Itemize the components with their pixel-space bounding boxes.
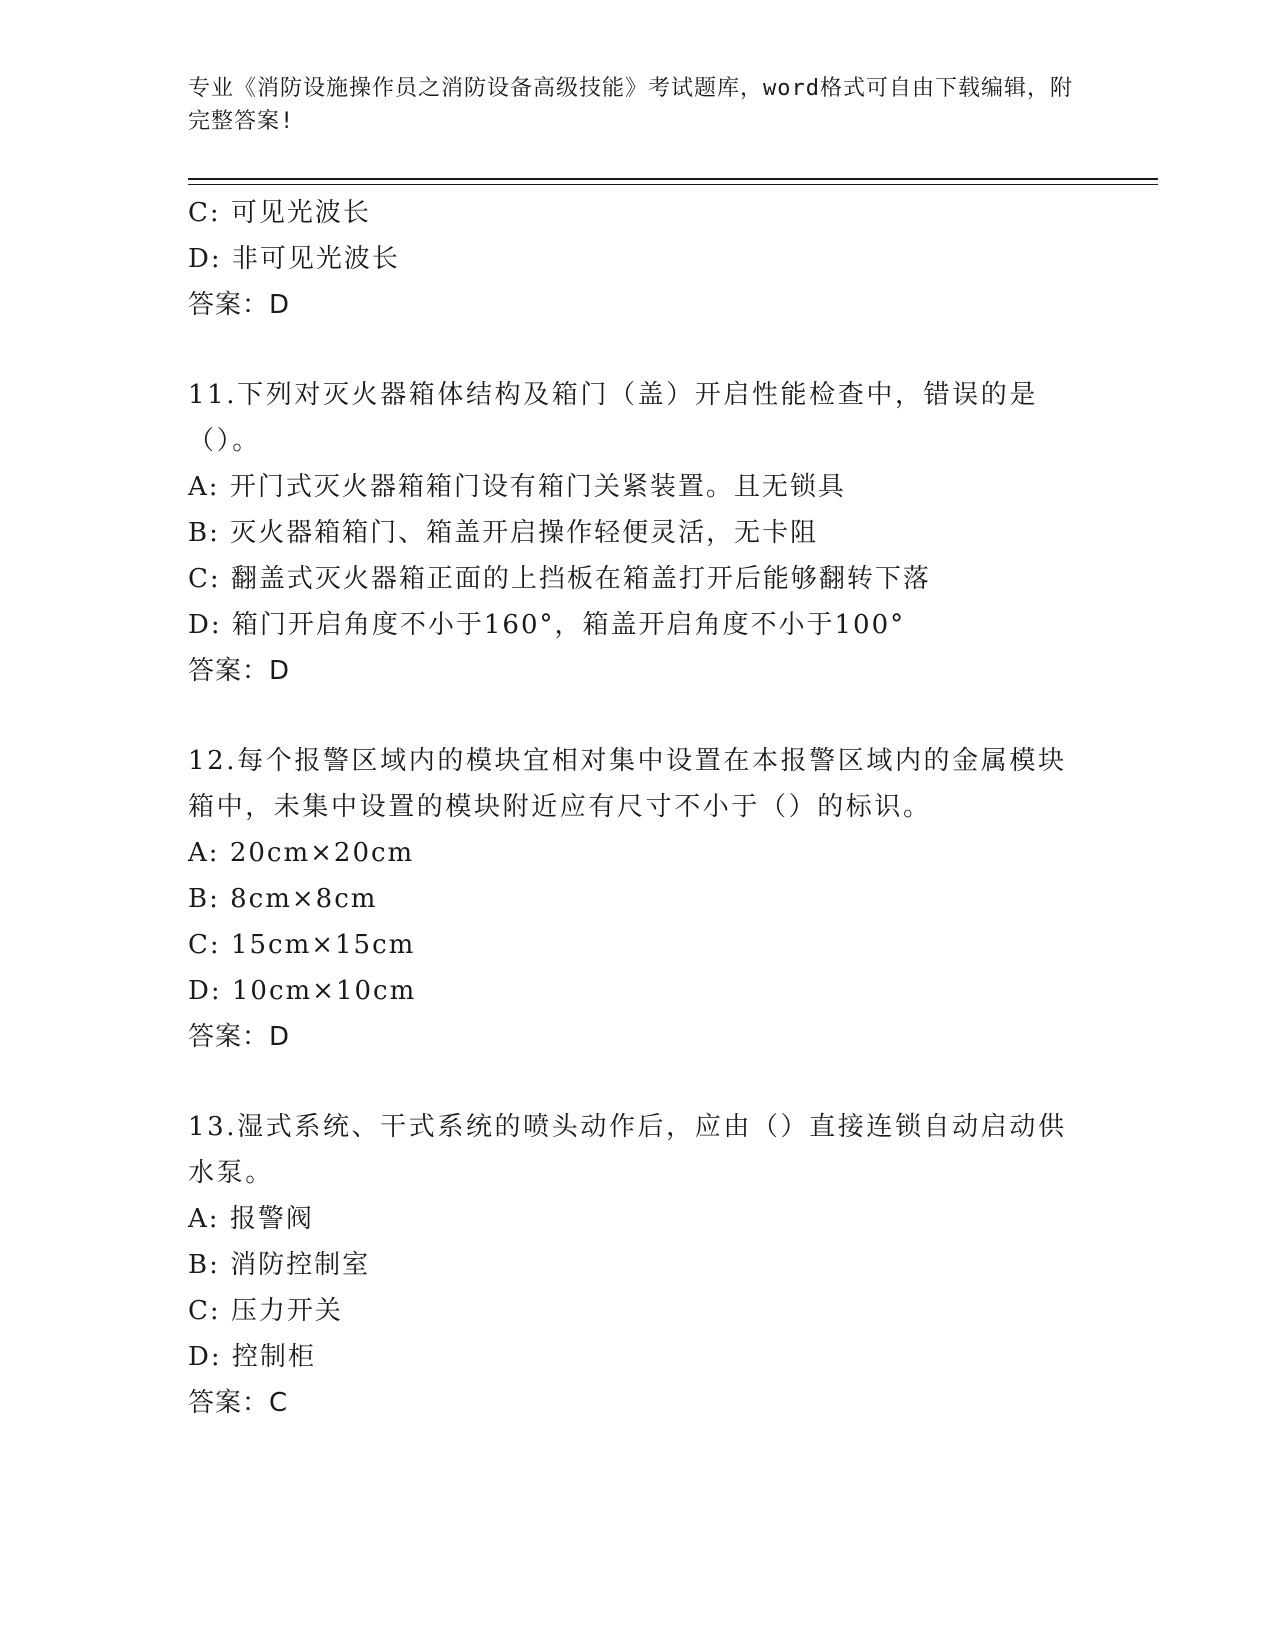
option-label: D: bbox=[188, 244, 222, 274]
answer-line: 答案：D bbox=[188, 1022, 291, 1052]
option-line bbox=[188, 556, 1088, 602]
option-line bbox=[188, 190, 1088, 236]
option-line bbox=[188, 236, 1088, 282]
option-text: 控制柜 bbox=[231, 1342, 316, 1372]
option-label: D: bbox=[188, 610, 222, 640]
option-text: 压力开关 bbox=[230, 1296, 343, 1326]
option-line bbox=[188, 922, 1088, 968]
option-text: 开门式灭火器箱箱门设有箱门关紧装置。且无锁具 bbox=[229, 472, 846, 502]
answer-line: 答案：D bbox=[188, 290, 291, 320]
option-text: 箱门开启角度不小于160°，箱盖开启角度不小于100° bbox=[231, 610, 906, 640]
option-text: 20cm×20cm bbox=[229, 838, 415, 868]
question-content bbox=[188, 190, 1088, 1426]
option-line bbox=[188, 1288, 1088, 1334]
option-text: 报警阀 bbox=[229, 1204, 314, 1234]
option-text: 10cm×10cm bbox=[231, 976, 417, 1006]
option-line bbox=[188, 1334, 1088, 1380]
option-line bbox=[188, 1196, 1088, 1242]
option-label: B: bbox=[188, 1250, 220, 1280]
option-text: 灭火器箱箱门、箱盖开启操作轻便灵活，无卡阻 bbox=[230, 518, 819, 548]
option-label: D: bbox=[188, 1342, 222, 1372]
answer-line: 答案：C bbox=[188, 1388, 289, 1418]
question-stem: 11.下列对灭火器箱体结构及箱门（盖）开启性能检查中，错误的是（）。 bbox=[188, 380, 1038, 456]
option-label: C: bbox=[188, 1296, 221, 1326]
option-line bbox=[188, 1242, 1088, 1288]
option-text: 可见光波长 bbox=[230, 198, 371, 228]
option-line bbox=[188, 602, 1088, 648]
option-text: 非可见光波长 bbox=[231, 244, 400, 274]
option-line bbox=[188, 510, 1088, 556]
option-line bbox=[188, 876, 1088, 922]
option-label: A: bbox=[188, 472, 220, 502]
answer-line: 答案：D bbox=[188, 656, 291, 686]
header-rule-thick bbox=[188, 178, 1158, 180]
question-stem: 13.湿式系统、干式系统的喷头动作后，应由（）直接连锁自动启动供水泵。 bbox=[188, 1112, 1067, 1188]
question-stem: 12.每个报警区域内的模块宜相对集中设置在本报警区域内的金属模块箱中，未集中设置的模块附近应有尺寸不小于（）的标识。 bbox=[188, 746, 1067, 822]
option-label: C: bbox=[188, 930, 221, 960]
option-text: 翻盖式灭火器箱正面的上挡板在箱盖打开后能够翻转下落 bbox=[230, 564, 931, 594]
page-header: 专业《消防设施操作员之消防设备高级技能》考试题库，word格式可自由下载编辑，附完整答案! bbox=[188, 76, 1073, 134]
option-label: D: bbox=[188, 976, 222, 1006]
option-line bbox=[188, 968, 1088, 1014]
option-line bbox=[188, 464, 1088, 510]
option-label: B: bbox=[188, 884, 220, 914]
option-text: 15cm×15cm bbox=[230, 930, 416, 960]
option-label: A: bbox=[188, 838, 220, 868]
option-label: C: bbox=[188, 564, 221, 594]
option-label: C: bbox=[188, 198, 221, 228]
option-text: 8cm×8cm bbox=[230, 884, 378, 914]
option-line bbox=[188, 830, 1088, 876]
option-label: A: bbox=[188, 1204, 220, 1234]
option-text: 消防控制室 bbox=[230, 1250, 371, 1280]
option-label: B: bbox=[188, 518, 220, 548]
header-rule-thin bbox=[188, 184, 1158, 185]
